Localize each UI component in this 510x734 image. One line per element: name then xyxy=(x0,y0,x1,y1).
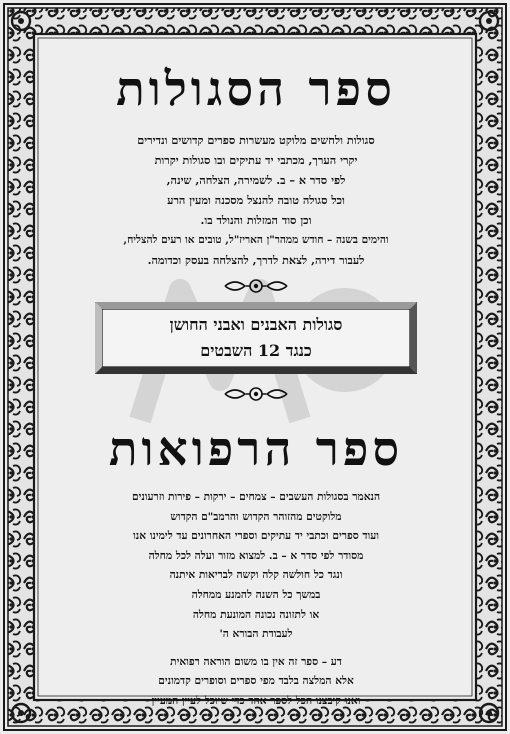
description-line: לעבודת הבורא ה' xyxy=(219,628,293,641)
description-line: במשך כל השנה להמנע ממחלה xyxy=(191,588,321,601)
description-line: ועוד ספרים וכתבי יד עתיקים וספרי האחרונים עד לימינו אנו xyxy=(133,530,379,543)
floral-divider-icon xyxy=(42,382,470,406)
description-line: והימים בשנה – חודש ממהר"ן האריז"ל, טובים או רעים להצליח, xyxy=(123,234,389,246)
description-line: וכל סגולה טובה להנצל מסכנה ומעין הרע xyxy=(167,193,345,207)
refuot-description xyxy=(42,488,470,645)
description-line: לעבור דירה, לצאת לדרך, להצלחה בעסק וכדומה. xyxy=(147,253,365,267)
description-line: מסודר לפי סדר א – ב. למצוא מזור ועלה לכל מחלה xyxy=(148,549,364,562)
segulot-description xyxy=(42,130,470,270)
disclaimer-line: דע – ספר זה אין בו משום הוראה רפואית xyxy=(170,655,342,668)
description-line: או לתזונה נכונה המונעת מחלה xyxy=(192,608,320,621)
disclaimer-line: ואנו קיבצנו הכל לספר אחד כדי שיוכל לעיין המעיין xyxy=(151,694,361,707)
disclaimer-line: אלא המלצה בלבד מפי ספרים וסופרים קדמונים xyxy=(158,675,354,688)
description-line: יקרי הערך, מכתבי יד עתיקים ובו סגולות יקרות xyxy=(154,153,358,167)
book-title-refuot: ספר הרפואות xyxy=(108,422,404,477)
description-line: לפי סדר א – ב. לשמירה, הצלחה, שינה, xyxy=(166,173,346,187)
page-content xyxy=(42,40,470,707)
description-line: מלוקטים מהזוהר הקדוש והרמב"ם הקדוש xyxy=(170,510,342,523)
medical-disclaimer xyxy=(42,653,470,712)
description-line: ונגד כל חולשה קלה וקשה לבריאות איתנה xyxy=(169,569,343,582)
floral-divider-icon xyxy=(42,274,470,298)
description-line: סגולות ולחשים מלוקט מעשרות ספרים קדושים ונדירים xyxy=(137,133,375,147)
box-line-2: כנגד 12 השבטים xyxy=(200,341,312,360)
box-line-1: סגולות האבנים ואבני החושן xyxy=(169,315,343,334)
description-line: הנאמר בסגולות העשבים – צמחים – ירקות – פירות וזרעונים xyxy=(131,491,381,503)
description-line: וכן סוד המזלות והנולד בו. xyxy=(200,213,312,227)
book-title-segulot: ספר הסגולות xyxy=(116,62,396,117)
stones-highlight-box xyxy=(95,302,417,374)
